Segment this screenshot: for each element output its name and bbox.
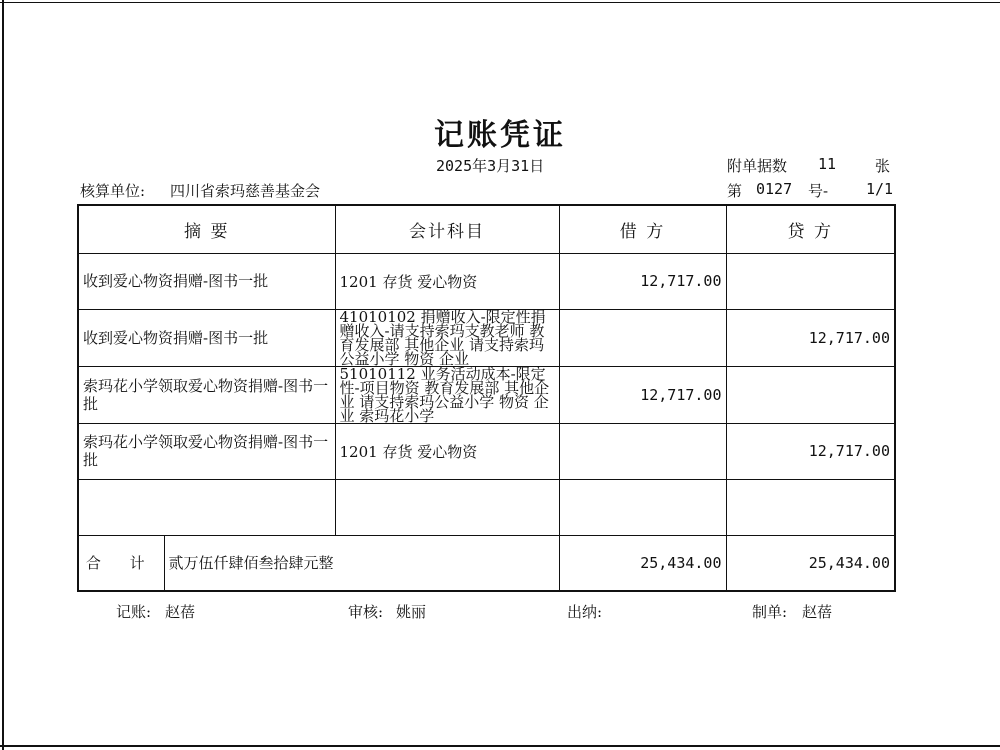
header-debit: 借 方: [559, 205, 726, 253]
reviewer-label: 审核:: [348, 603, 384, 621]
table-row-empty: [78, 479, 895, 535]
voucher-table: [77, 204, 896, 592]
cashier-label: 出纳:: [567, 603, 603, 621]
attachments-unit: 张: [875, 157, 891, 175]
reviewer-name: 姚丽: [396, 603, 427, 621]
table-row: [78, 423, 895, 479]
scan-border-bottom: [0, 745, 1000, 747]
header-summary: 摘 要: [78, 205, 335, 253]
unit-name: 四川省索玛慈善基金会: [170, 182, 321, 200]
row-debit: 12,717.00: [559, 366, 726, 423]
unit-label: 核算单位:: [80, 182, 146, 200]
row-account: 1201 存货 爱心物资: [335, 253, 559, 309]
table-row: [78, 366, 895, 423]
voucher-date: 2025年3月31日: [436, 157, 545, 175]
row-credit: [726, 479, 895, 535]
row-debit: [559, 423, 726, 479]
table-total-row: [78, 535, 895, 591]
table-header-row: [78, 205, 895, 253]
row-account: [335, 479, 559, 535]
row-summary: 收到爱心物资捐赠-图书一批: [78, 309, 335, 366]
row-summary: 收到爱心物资捐赠-图书一批: [78, 253, 335, 309]
row-credit: [726, 366, 895, 423]
row-summary: 索玛花小学领取爱心物资捐赠-图书一批: [78, 423, 335, 479]
total-credit: 25,434.00: [726, 535, 895, 591]
row-debit: 12,717.00: [559, 253, 726, 309]
preparer-name: 赵蓓: [802, 603, 833, 621]
voucher-number-suffix: 号-: [808, 182, 829, 200]
voucher-number: 0127: [756, 180, 793, 198]
total-label: 合 计: [78, 535, 164, 591]
header-account: 会计科目: [335, 205, 559, 253]
row-account: 51010112 业务活动成本-限定性-项目物资 教育发展部 其他企业 请支持索玛公益小学 物资 企业 索玛花小学: [335, 366, 559, 423]
row-account: 1201 存货 爱心物资: [335, 423, 559, 479]
attachments-count: 11: [818, 155, 837, 173]
total-amount-words: 贰万伍仟肆佰叁拾肆元整: [164, 535, 559, 591]
row-credit: 12,717.00: [726, 423, 895, 479]
total-debit: 25,434.00: [559, 535, 726, 591]
header-credit: 贷 方: [726, 205, 895, 253]
preparer-label: 制单:: [752, 603, 788, 621]
row-debit: [559, 479, 726, 535]
row-credit: [726, 253, 895, 309]
bookkeeper-name: 赵蓓: [165, 603, 196, 621]
table-row: [78, 309, 895, 366]
row-summary: [78, 479, 335, 535]
row-account: 41010102 捐赠收入-限定性捐赠收入-请支持索玛支教老师 教育发展部 其他企业 请支持索玛公益小学 物资 企业: [335, 309, 559, 366]
table-row: [78, 253, 895, 309]
attachments-label: 附单据数: [727, 157, 788, 175]
voucher-page: 1/1: [866, 180, 894, 198]
voucher-number-prefix: 第: [727, 182, 743, 200]
scan-border-top: [0, 2, 1000, 3]
row-summary: 索玛花小学领取爱心物资捐赠-图书一批: [78, 366, 335, 423]
bookkeeper-label: 记账:: [116, 603, 152, 621]
voucher-title: 记账凭证: [434, 118, 566, 153]
row-debit: [559, 309, 726, 366]
row-credit: 12,717.00: [726, 309, 895, 366]
